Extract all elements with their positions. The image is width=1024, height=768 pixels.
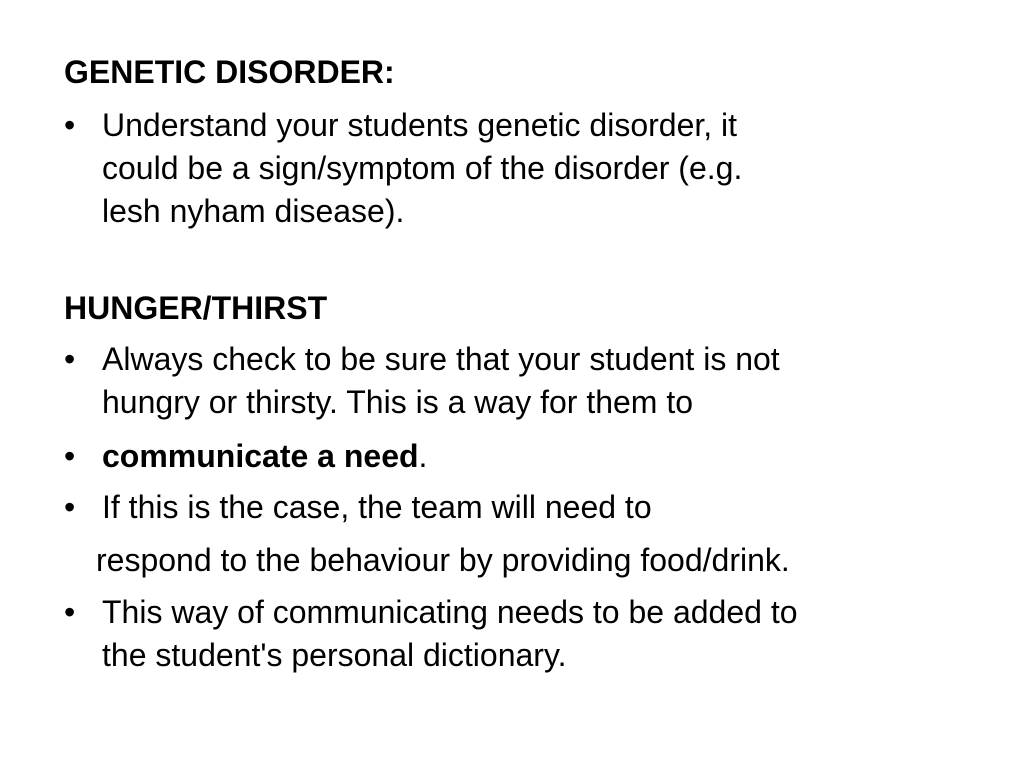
continuation-line: respond to the behaviour by providing food/drink. [96, 542, 790, 578]
bullet-icon: • [64, 341, 76, 377]
bold-phrase: communicate a need [102, 438, 419, 474]
bullet-line: lesh nyham disease). [102, 193, 405, 229]
bullet-line: If this is the case, the team will need to [102, 489, 652, 525]
bullet-icon: • [64, 107, 76, 143]
bullet-line: Understand your students genetic disorder, it [102, 107, 738, 143]
bullet-icon: • [64, 438, 76, 474]
bullet-understand-genetic-disorder [64, 104, 984, 233]
heading-hunger-thirst: HUNGER/THIRST [64, 290, 328, 326]
bullet-team-need [64, 486, 984, 529]
bullet-personal-dictionary [64, 591, 984, 677]
bullet-check-hungry-thirsty [64, 338, 984, 424]
bullet-line: hungry or thirsty. This is a way for them to [102, 384, 694, 420]
bullet-line: Always check to be sure that your student is not [102, 341, 780, 377]
bullet-communicate-a-need [64, 435, 984, 478]
bullet-line: could be a sign/symptom of the disorder (e.g. [102, 150, 743, 186]
bullet-line: the student's personal dictionary. [102, 637, 567, 673]
bullet-line: This way of communicating needs to be added to [102, 594, 798, 630]
bullet-icon: • [64, 489, 76, 525]
heading-genetic-disorder: GENETIC DISORDER: [64, 54, 395, 90]
trailing-period: . [418, 438, 428, 474]
bullet-line [102, 435, 984, 478]
bullet-icon: • [64, 594, 76, 630]
